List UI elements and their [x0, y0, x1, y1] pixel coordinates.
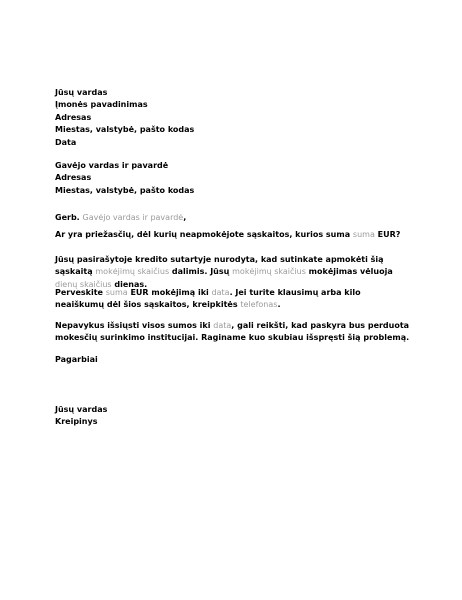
paragraph-warning [55, 320, 410, 345]
para1-text: Ar yra priežasčių, dėl kurių neapmokėjote sąskaitos, kurios suma [55, 230, 353, 239]
days-count-placeholder: dienų skaičius [55, 279, 112, 289]
greeting-prefix: Gerb. [55, 213, 83, 222]
para4-text: Nepavykus išsiųsti visos sumos iki [55, 321, 214, 330]
phone-placeholder: telefonas [240, 300, 278, 310]
para2-text-2: dalimis. Jūsų [169, 267, 233, 277]
recipient-block [55, 160, 410, 197]
sender-company: Įmonės pavadinimas [55, 100, 148, 110]
sender-name: Jūsų vardas [55, 88, 108, 97]
sender-address: Adresas [55, 112, 92, 122]
recipient-name: Gavėjo vardas ir pavardė [55, 161, 169, 170]
amount-placeholder: suma [352, 230, 375, 239]
paragraph-request [55, 287, 410, 312]
recipient-address: Adresas [55, 173, 92, 183]
signature-title: Kreipinys [55, 417, 98, 427]
greeting-placeholder: Gavėjo vardas ir pavardė [82, 213, 184, 222]
para2-text-4: dienas. [111, 279, 148, 289]
sender-date: Data [55, 137, 77, 147]
para3-text-2: EUR mokėjimą iki [127, 288, 212, 297]
para3-text-3: . Jei turite klausimų arba kilo neaiškumų dėl šios sąskaitos, kreipkitės [55, 288, 361, 310]
greeting-line [55, 212, 410, 224]
para3-text: Perveskite [55, 288, 106, 297]
payments-count-placeholder: mokėjimų skaičius [95, 267, 170, 277]
para2-text-3: mokėjimas vėluoja [305, 267, 393, 277]
recipient-city: Miestas, valstybė, pašto kodas [55, 185, 195, 195]
para1-text-end: EUR? [374, 230, 401, 239]
sender-city: Miestas, valstybė, pašto kodas [55, 125, 195, 135]
date-placeholder: data [211, 288, 230, 297]
paragraph-agreement [55, 254, 410, 291]
paragraph-question [55, 229, 410, 241]
para3-text-4: . [277, 300, 281, 310]
para4-text-2: , gali reikšti, kad paskyra bus perduota mokesčių surinkimo institucijai. Raginame kuo skubiau išspręsti šią problemą. [55, 321, 410, 343]
signature-block [55, 404, 410, 429]
amount-placeholder-2: suma [105, 288, 128, 297]
sender-block [55, 87, 410, 149]
para2-text: Jūsų pasirašytoje kredito sutartyje nurodyta, kad sutinkate apmokėti šią sąskaitą [55, 255, 384, 277]
date-placeholder-2: data [213, 321, 232, 330]
signature-name: Jūsų vardas [55, 405, 108, 414]
payment-number-placeholder: mokėjimų skaičius [232, 267, 306, 277]
closing-line: Pagarbiai [55, 355, 98, 364]
greeting-suffix: , [183, 213, 187, 222]
